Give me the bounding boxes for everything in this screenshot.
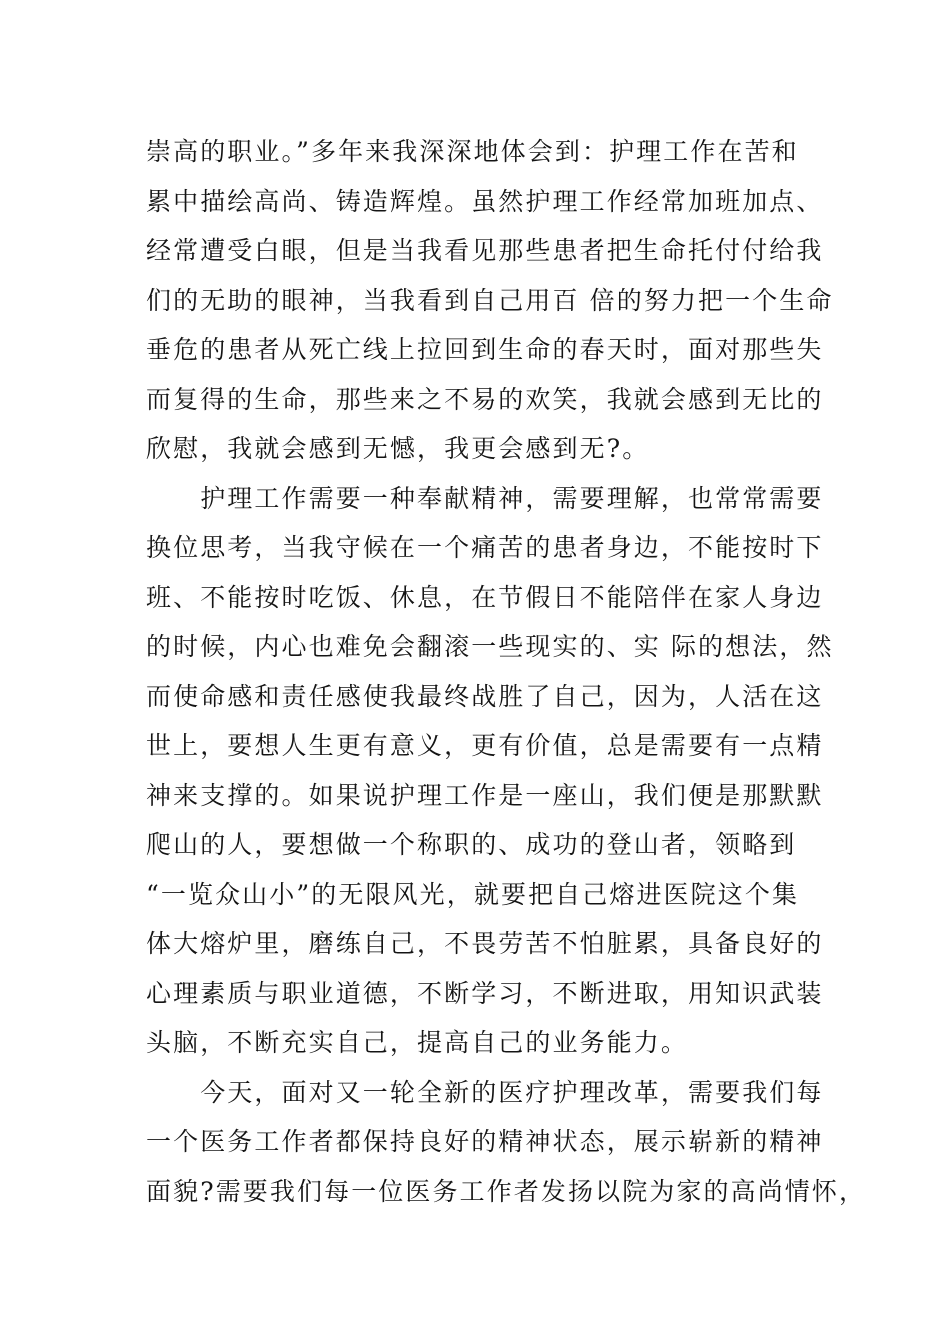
text-line: 欣慰，我就会感到无憾，我更会感到无?。 [146, 434, 650, 463]
text-line: 经常遭受白眼，但是当我看见那些患者把生命托付付给我 [146, 236, 824, 265]
text-line: 一个医务工作者都保持良好的精神状态，展示崭新的精神 [146, 1127, 824, 1156]
text-line: 爬山的人，要想做一个称职的、成功的登山者，领略到 [146, 830, 797, 859]
text-line: 体大熔炉里，磨练自己，不畏劳苦不怕脏累，具备良好的 [146, 929, 824, 958]
text-line: 的时候，内心也难免会翻滚一些现实的、实 际的想法，然 [146, 632, 834, 661]
text-line: “一览众山小”的无限风光，就要把自己熔进医院这个集 [146, 879, 800, 909]
text-line: 班、不能按时吃饭、休息，在节假日不能陪伴在家人身边 [146, 582, 824, 612]
text-line: 而使命感和责任感使我最终战胜了自己，因为，人活在这 [146, 681, 824, 711]
text-line: 垂危的患者从死亡线上拉回到生命的春天时，面对那些失 [146, 335, 824, 364]
text-line: 心理素质与职业道德，不断学习，不断进取，用知识武装 [146, 978, 824, 1008]
text-line: 神来支撑的。如果说护理工作是一座山，我们便是那默默 [146, 780, 824, 810]
text-line: 累中描绘高尚、铸造辉煌。虽然护理工作经常加班加点、 [146, 186, 824, 216]
text-line: 换位思考，当我守候在一个痛苦的患者身边，不能按时下 [146, 533, 824, 562]
text-line: 而复得的生命，那些来之不易的欢笑，我就会感到无比的 [146, 384, 824, 414]
text-line: 头脑，不断充实自己，提高自己的业务能力。 [146, 1028, 689, 1057]
text-line: 崇高的职业。”多年来我深深地体会到：护理工作在苦和 [146, 137, 799, 166]
body-text [146, 127, 867, 1216]
text-line: 护理工作需要一种奉献精神，需要理解，也常常需要 [146, 483, 824, 513]
text-line: 面貌?需要我们每一位医务工作者发扬以院为家的高尚情怀， [146, 1176, 867, 1206]
text-line: 世上，要想人生更有意义，更有价值，总是需要有一点精 [146, 731, 824, 760]
text-line: 们的无助的眼神，当我看到自己用百 倍的努力把一个生命 [146, 285, 834, 315]
text-line: 今天，面对又一轮全新的医疗护理改革，需要我们每 [146, 1077, 824, 1107]
